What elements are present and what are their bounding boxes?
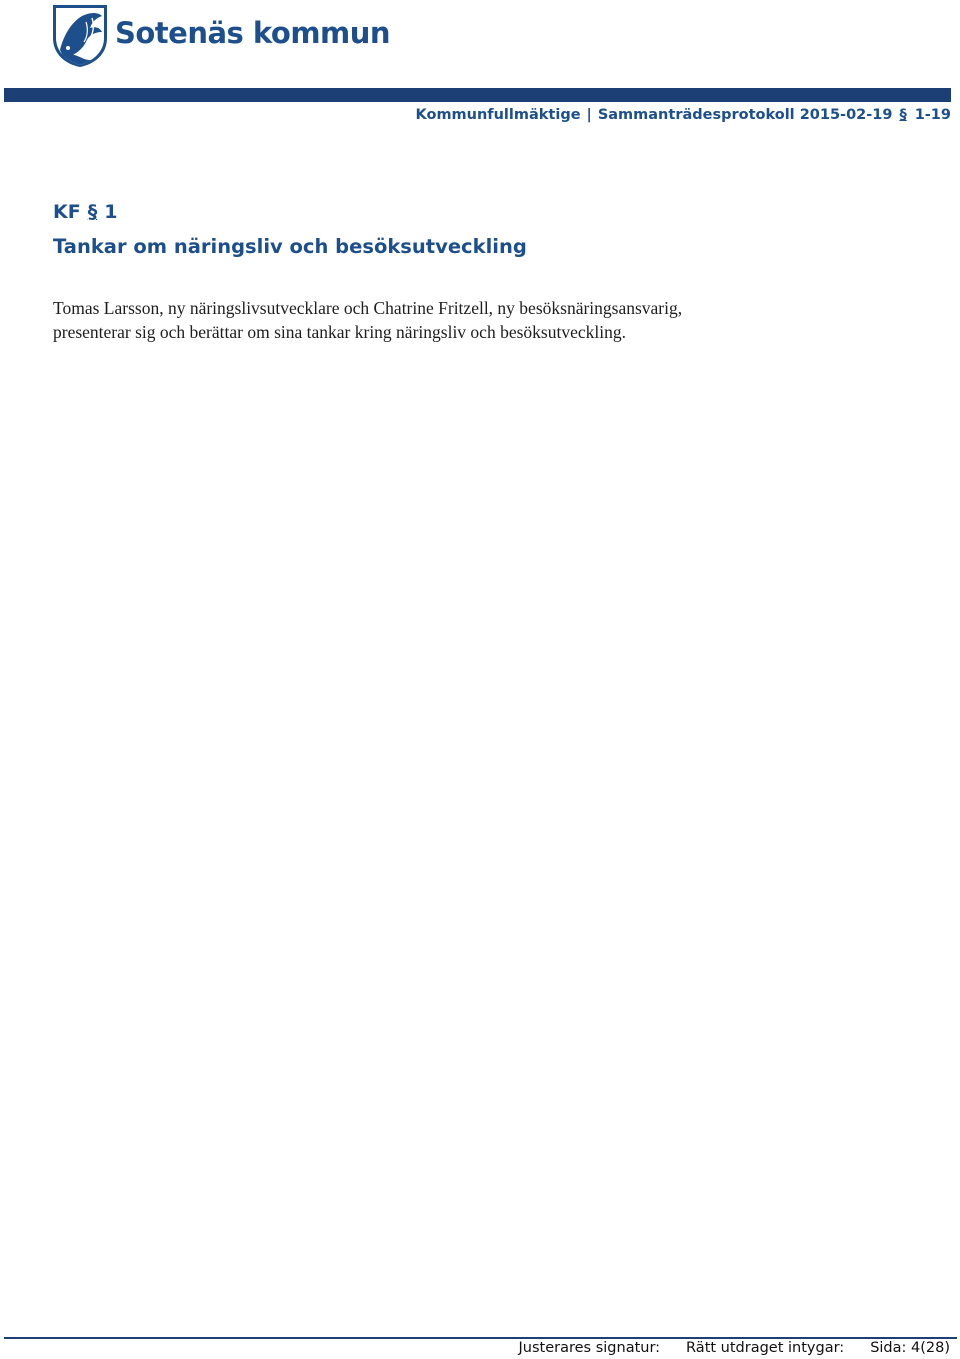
section-id: [53, 201, 117, 223]
section-title: Tankar om näringsliv och besöksutveckling: [53, 235, 527, 258]
footer-signature-label: Justerares signatur:: [518, 1340, 661, 1356]
header-date: 2015-02-19: [799, 107, 893, 123]
header-separator: |: [586, 107, 592, 123]
body-line: Tomas Larsson, ny näringslivsutvecklare och Chatrine Fritzell, ny besöksnäringsansvarig,: [53, 298, 683, 318]
section-number: 1: [104, 201, 118, 223]
body-text: [53, 296, 853, 344]
section-paragraph-sign: §: [87, 201, 98, 223]
header-paragraph-range: 1-19: [914, 107, 951, 123]
top-rule: [4, 88, 951, 102]
header-doc-type: Sammanträdesprotokoll: [597, 107, 795, 123]
header-body: Kommunfullmäktige: [415, 107, 581, 123]
logo: [52, 4, 390, 67]
section-prefix: KF: [53, 201, 81, 223]
municipal-crest-icon: [52, 4, 108, 67]
bottom-rule: [4, 1337, 957, 1339]
footer-page-label: Sida: 4(28): [870, 1340, 950, 1356]
footer-extract-label: Rätt utdraget intygar:: [686, 1340, 845, 1356]
footer: [519, 1340, 950, 1356]
body-line: presenterar sig och berättar om sina tankar kring näringsliv och besöksutveckling.: [53, 322, 626, 342]
header-paragraph-sign: §: [899, 107, 907, 123]
document-header: [416, 107, 952, 123]
logo-wordmark: Sotenäs kommun: [115, 15, 391, 50]
